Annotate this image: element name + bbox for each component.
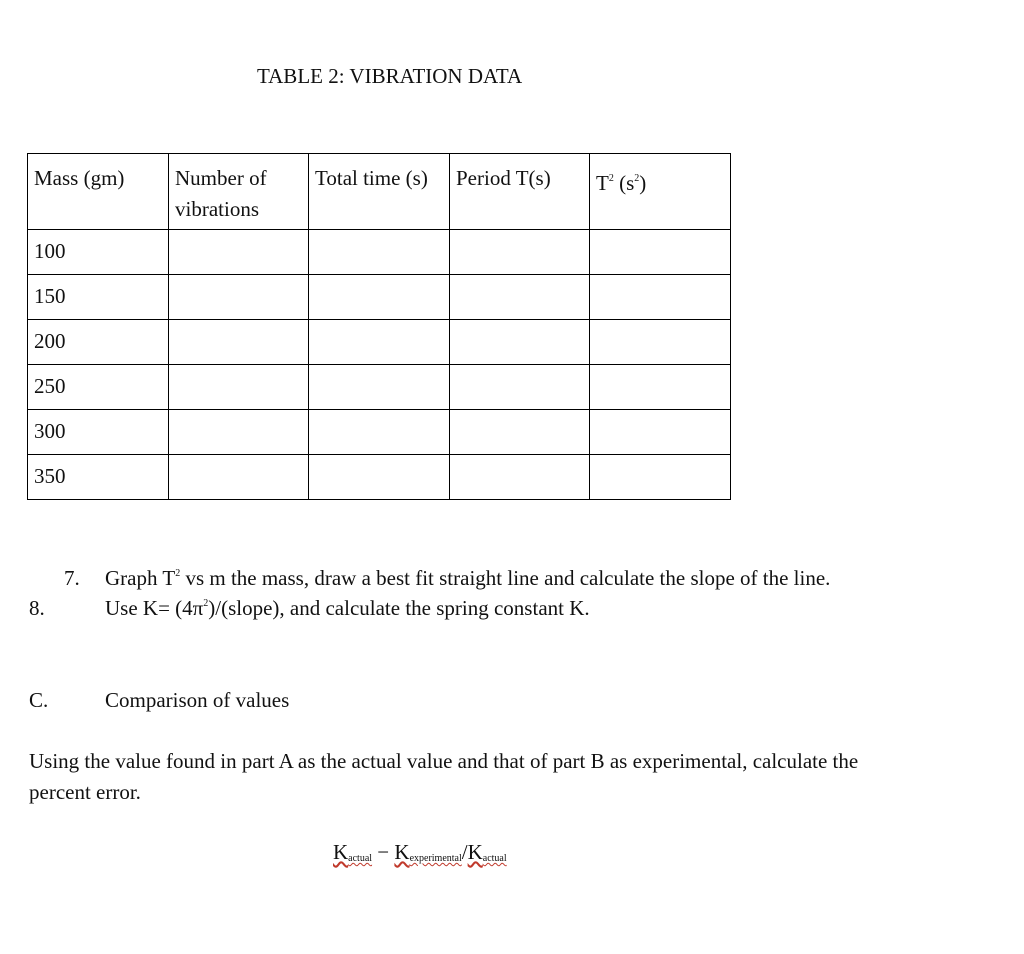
section-c-heading: Comparison of values: [105, 688, 290, 712]
table-row: [28, 320, 731, 365]
cell-vibrations[interactable]: [169, 455, 309, 500]
cell-mass: 200: [28, 320, 169, 365]
cell-mass: 250: [28, 365, 169, 410]
cell-period[interactable]: [450, 455, 590, 500]
cell-t-squared[interactable]: [590, 365, 731, 410]
cell-period[interactable]: [450, 275, 590, 320]
cell-t-squared[interactable]: [590, 410, 731, 455]
header-vibrations: Number of vibrations: [169, 154, 309, 230]
section-c-paragraph-line-1: Using the value found in part A as the actual value and that of part B as experimental, calculate the: [29, 749, 859, 773]
cell-mass: 300: [28, 410, 169, 455]
cell-mass: 350: [28, 455, 169, 500]
table-row: [28, 275, 731, 320]
table-row: [28, 455, 731, 500]
step-7-text: Graph $T^2$ vs m the mass, draw a best fit straight line and calculate the slope of the line.: [105, 566, 831, 590]
cell-mass: 150: [28, 275, 169, 320]
step-8-number: 8.: [29, 596, 45, 620]
header-mass: Mass (gm): [28, 154, 169, 230]
cell-t-squared[interactable]: [590, 275, 731, 320]
percent-error-formula: $K_{actual} - K_{experimental}/K_{actual}$: [333, 840, 507, 864]
step-7-number: 7.: [64, 566, 80, 590]
cell-period[interactable]: [450, 410, 590, 455]
table-row: [28, 410, 731, 455]
cell-vibrations[interactable]: [169, 410, 309, 455]
cell-total-time[interactable]: [309, 275, 450, 320]
section-c-label: C.: [29, 688, 49, 712]
section-c-paragraph-line-2: percent error.: [29, 780, 141, 804]
cell-period[interactable]: [450, 320, 590, 365]
cell-total-time[interactable]: [309, 320, 450, 365]
cell-t-squared[interactable]: [590, 455, 731, 500]
header-period: Period T(s): [450, 154, 590, 230]
table-row: [28, 365, 731, 410]
table-header-row: [28, 154, 731, 230]
cell-vibrations[interactable]: [169, 365, 309, 410]
cell-mass: 100: [28, 230, 169, 275]
cell-vibrations[interactable]: [169, 275, 309, 320]
cell-t-squared[interactable]: [590, 230, 731, 275]
cell-period[interactable]: [450, 365, 590, 410]
cell-total-time[interactable]: [309, 230, 450, 275]
vibration-data-table: [27, 153, 731, 500]
cell-period[interactable]: [450, 230, 590, 275]
table-row: [28, 230, 731, 275]
cell-vibrations[interactable]: [169, 230, 309, 275]
header-total-time: Total time (s): [309, 154, 450, 230]
step-8-text: Use $K= (4\pi^2)/(slope)$, and calculate the spring constant K.: [105, 596, 590, 620]
cell-total-time[interactable]: [309, 455, 450, 500]
cell-total-time[interactable]: [309, 365, 450, 410]
table-title: TABLE 2: VIBRATION DATA: [257, 64, 523, 88]
cell-t-squared[interactable]: [590, 320, 731, 365]
cell-vibrations[interactable]: [169, 320, 309, 365]
header-t-squared: $T^2$ $(s^2)$: [590, 154, 731, 230]
cell-total-time[interactable]: [309, 410, 450, 455]
